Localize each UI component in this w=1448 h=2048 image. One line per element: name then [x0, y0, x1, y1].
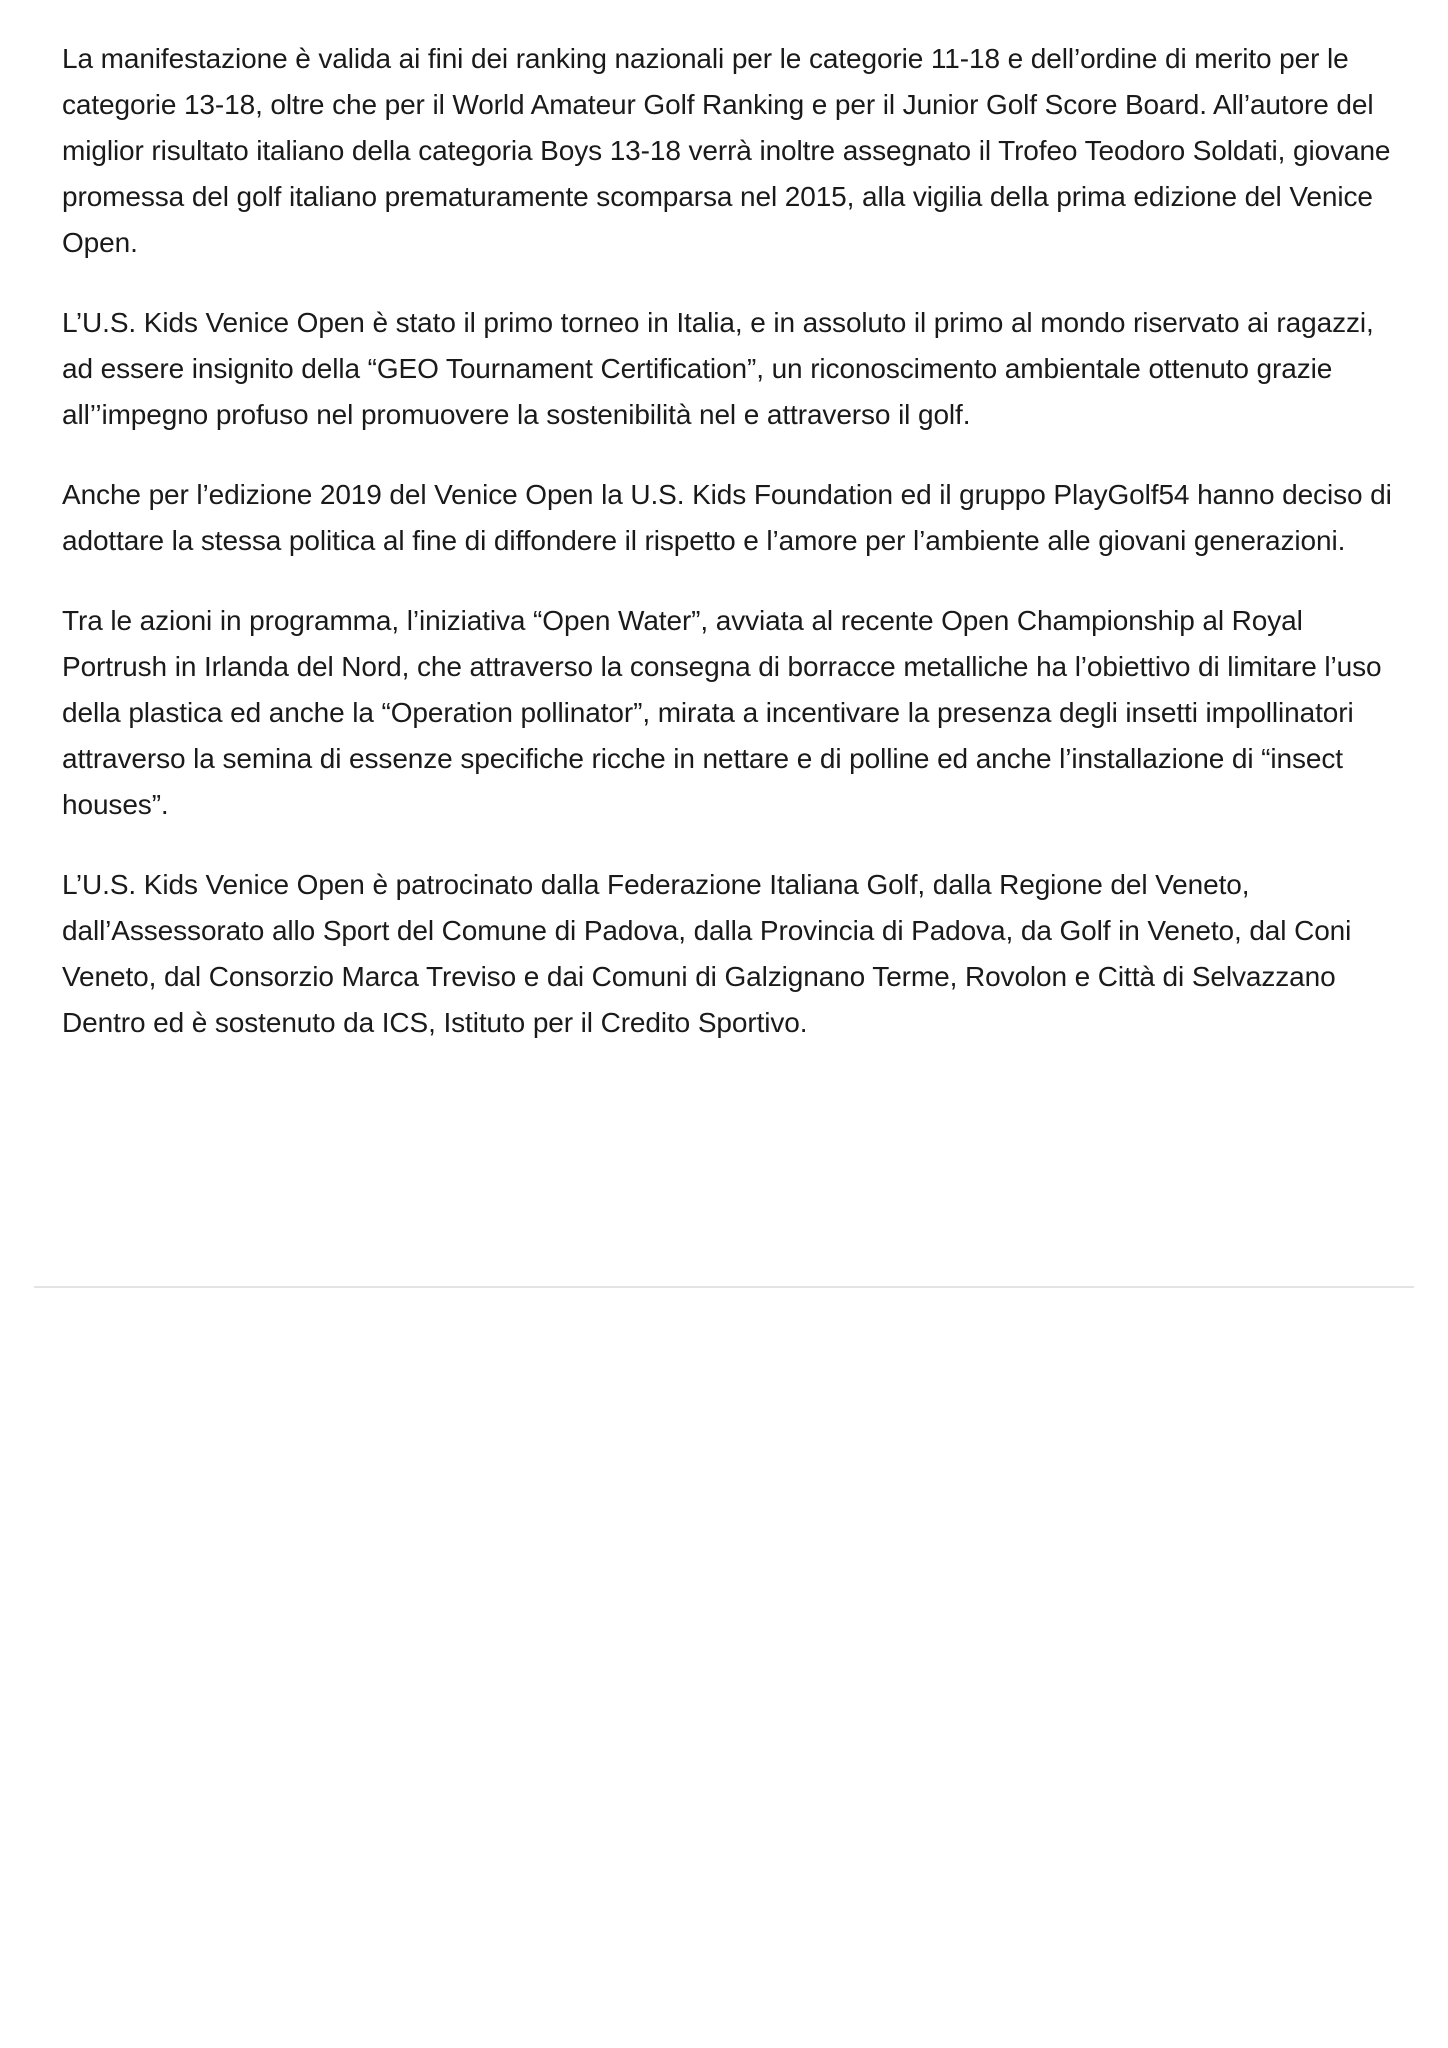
- paragraph-rankings: La manifestazione è valida ai fini dei ranking nazionali per le categorie 11-18 e dell’ordine di merito per le categorie 13-18, oltre che per il World Amateur Golf Ranking e per il Junior Golf Score Board. All’autore del miglior risultato italiano della categoria Boys 13-18 verrà inoltre assegnato il Trofeo Teodoro Soldati, giovane promessa del golf italiano prematuramente scomparsa nel 2015, alla vigilia della prima edizione del Venice Open.: [62, 43, 1391, 258]
- paragraph-initiatives: Tra le azioni in programma, l’iniziativa “Open Water”, avviata al recente Open Championship al Royal Portrush in Irlanda del Nord, che attraverso la consegna di borracce metalliche ha l’obiettivo di limitare l’uso della plastica ed anche la “Operation pollinator”, mirata a incentivare la presenza degli insetti impollinatori attraverso la semina di essenze specifiche ricche in nettare e di polline ed anche l’installazione di “insect houses”.: [62, 605, 1382, 820]
- section-divider: [34, 1286, 1414, 1288]
- article-body: [62, 36, 1392, 1080]
- paragraph-2019-edition: Anche per l’edizione 2019 del Venice Open la U.S. Kids Foundation ed il gruppo PlayGolf54 hanno deciso di adottare la stessa politica al fine di diffondere il rispetto e l’amore per l’ambiente alle giovani generazioni.: [62, 479, 1392, 556]
- paragraph-geo-certification: L’U.S. Kids Venice Open è stato il primo torneo in Italia, e in assoluto il primo al mondo riservato ai ragazzi, ad essere insignito della “GEO Tournament Certification”, un riconoscimento ambientale ottenuto grazie all’’impegno profuso nel promuovere la sostenibilità nel e attraverso il golf.: [62, 307, 1374, 430]
- paragraph-sponsors: L’U.S. Kids Venice Open è patrocinato dalla Federazione Italiana Golf, dalla Regione del Veneto, dall’Assessorato allo Sport del Comune di Padova, dalla Provincia di Padova, da Golf in Veneto, dal Coni Veneto, dal Consorzio Marca Treviso e dai Comuni di Galzignano Terme, Rovolon e Città di Selvazzano Dentro ed è sostenuto da ICS, Istituto per il Credito Sportivo.: [62, 869, 1352, 1038]
